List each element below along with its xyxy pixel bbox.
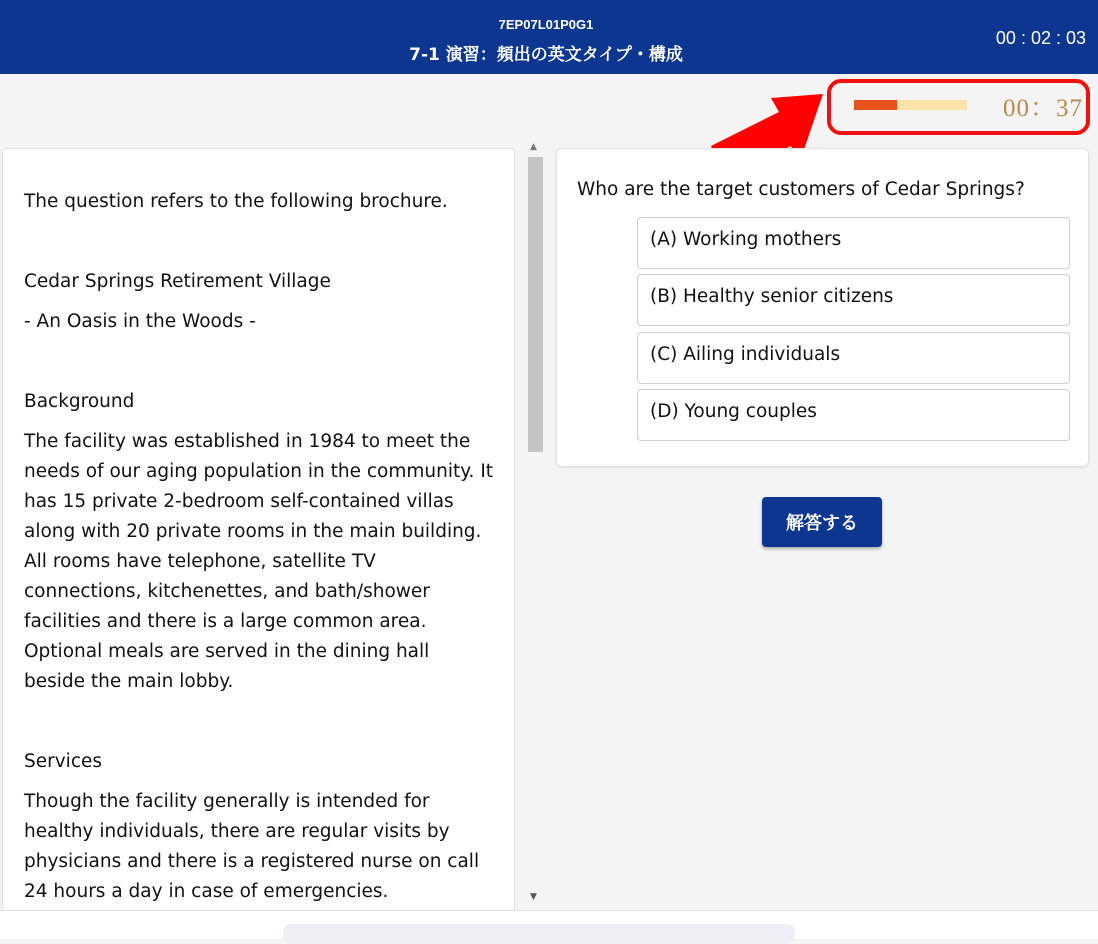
section-heading-services: Services [24, 751, 103, 772]
question-text: Who are the target customers of Cedar Springs? [577, 179, 1025, 200]
elapsed-time: 00 : 02 : 03 [995, 28, 1086, 48]
passage-panel[interactable] [2, 148, 515, 918]
scroll-down-arrow-icon[interactable]: ▼ [530, 892, 537, 902]
timer-progress-bar [854, 100, 967, 110]
timer-progress-fill [854, 100, 897, 110]
scrollbar-thumb[interactable] [528, 157, 543, 452]
lesson-title: 7-1 演習：頻出の英文タイプ・構成 [409, 45, 683, 65]
submit-answer-button[interactable]: 解答する [762, 497, 882, 547]
lesson-code: 7EP07L01P0G1 [498, 17, 594, 32]
option-c[interactable]: (C) Ailing individuals [637, 332, 1070, 384]
passage-intro: The question refers to the following brochure. [24, 191, 448, 212]
option-d[interactable]: (D) Young couples [637, 389, 1070, 441]
header-bar [0, 0, 1098, 74]
option-b[interactable]: (B) Healthy senior citizens [637, 274, 1070, 326]
question-card [556, 148, 1089, 467]
section-body-background: The facility was established in 1984 to meet the needs of our aging population in the community. It has 15 private 2-bedroom self-contained villas along with 20 private rooms in the main building. All rooms have telephone, satellite TV connections, kitchenettes, and bath/shower facilities and there is a large common area. Optional meals are served in the dining hall beside the main lobby. [24, 431, 494, 692]
scroll-up-arrow-icon[interactable]: ▲ [530, 142, 537, 152]
section-heading-background: Background [24, 391, 135, 412]
remaining-time: 00：37 [1003, 95, 1084, 122]
section-body-services: Though the facility generally is intended for healthy individuals, there are regular visits by physicians and there is a registered nurse on call 24 hours a day in case of emergencies. [24, 791, 480, 902]
bottom-panel-handle[interactable] [283, 924, 795, 944]
option-a[interactable]: (A) Working mothers [637, 217, 1070, 269]
passage-title: Cedar Springs Retirement Village [24, 271, 331, 292]
passage-subtitle: - An Oasis in the Woods - [24, 311, 256, 332]
